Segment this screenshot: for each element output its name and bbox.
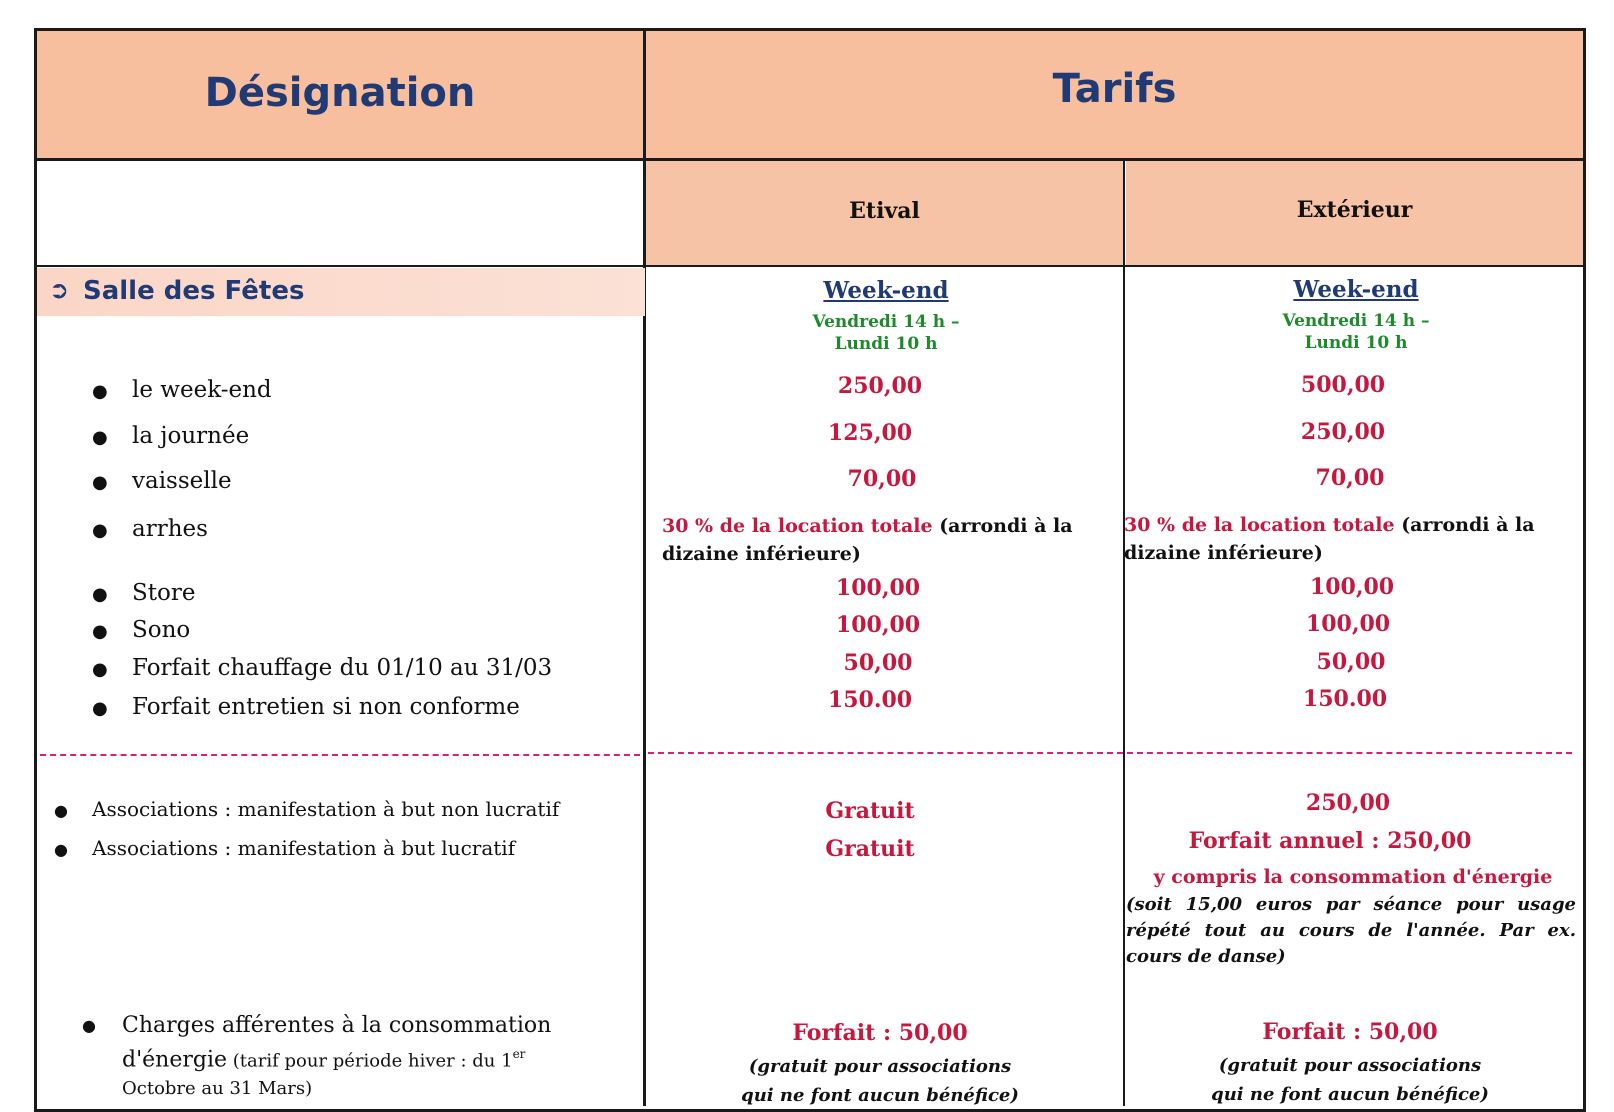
exterieur-value: 250,00 (1305, 790, 1391, 816)
exterieur-value: 70,00 (1315, 465, 1385, 491)
period-label: Week-end (823, 277, 949, 304)
row-divider (34, 158, 1586, 161)
exterieur-value: 100,00 (1309, 574, 1395, 600)
arrow-right-circle-icon: ➲ (49, 276, 70, 304)
list-item: ● la journée (92, 423, 250, 449)
list-item: ● Sono (92, 617, 191, 643)
list-item: ● arrhes (92, 516, 208, 542)
exterieur-value: 250,00 (1300, 419, 1386, 445)
list-item: ● Store (92, 580, 196, 606)
list-item: ● Associations : manifestation à but non lucratif (54, 797, 560, 821)
list-item: ● Forfait chauffage du 01/10 au 31/03 (92, 655, 553, 681)
list-item: ● vaisselle (92, 468, 232, 494)
etival-energy: Forfait : 50,00 (gratuit pour associations qui ne font aucun bénéfice) (741, 1020, 1019, 1106)
exterieur-value: 100,00 (1305, 611, 1391, 637)
exterieur-annual-fee: Forfait annuel : 250,00 (1188, 828, 1472, 854)
section-header (37, 268, 645, 316)
etival-value: 125,00 (827, 420, 913, 446)
etival-period (776, 277, 996, 354)
exterieur-usage-note: (soit 15,00 euros par séance pour usage répété tout au cours de l'année. Par ex. cours de danse) (1126, 894, 1576, 967)
period-start: Vendredi 14 h – (1282, 311, 1430, 331)
etival-value: 100,00 (835, 575, 921, 601)
exterieur-value: 150.00 (1302, 686, 1388, 712)
section-separator (40, 754, 640, 756)
etival-value: 70,00 (847, 466, 917, 492)
exterieur-energy: Forfait : 50,00 (gratuit pour associations qui ne font aucun bénéfice) (1211, 1019, 1489, 1105)
exterieur-value: 500,00 (1300, 372, 1386, 398)
etival-value: 250,00 (837, 373, 923, 399)
exterieur-energy-note: y compris la consommation d'énergie (1153, 866, 1553, 888)
etival-value: Gratuit (825, 836, 915, 862)
section-separator (648, 752, 1572, 754)
etival-value: 50,00 (843, 650, 913, 676)
exterieur-column-header: Extérieur (1296, 197, 1413, 223)
period-label: Week-end (1293, 276, 1419, 303)
energy-charges-item: ● Charges afférentes à la consommation d'énergie (tarif pour période hiver : du 1er Octobre au 31 Mars) (82, 1013, 552, 1100)
etival-value: Gratuit (825, 798, 915, 824)
column-divider (1123, 158, 1125, 1106)
etival-value: 150.00 (827, 687, 913, 713)
period-start: Vendredi 14 h – (812, 312, 960, 332)
column-divider (643, 28, 646, 1106)
tarifs-title: Tarifs (1052, 66, 1177, 112)
list-item: ● Forfait entretien si non conforme (92, 694, 520, 720)
period-end: Lundi 10 h (1304, 333, 1408, 353)
period-end: Lundi 10 h (834, 334, 938, 354)
etival-deposit: 30 % de la location totale (arrondi à la dizaine inférieure) (662, 515, 1073, 565)
etival-column-header: Etival (849, 198, 920, 224)
list-item: ● Associations : manifestation à but lucratif (54, 836, 516, 860)
row-divider (34, 265, 1586, 267)
list-item: ● le week-end (92, 377, 272, 403)
section-title: Salle des Fêtes (83, 276, 305, 306)
exterieur-period (1246, 276, 1466, 353)
etival-value: 100,00 (835, 612, 921, 638)
exterieur-deposit: 30 % de la location totale (arrondi à la dizaine inférieure) (1124, 514, 1535, 564)
exterieur-value: 50,00 (1316, 649, 1386, 675)
designation-title: Désignation (204, 70, 476, 116)
